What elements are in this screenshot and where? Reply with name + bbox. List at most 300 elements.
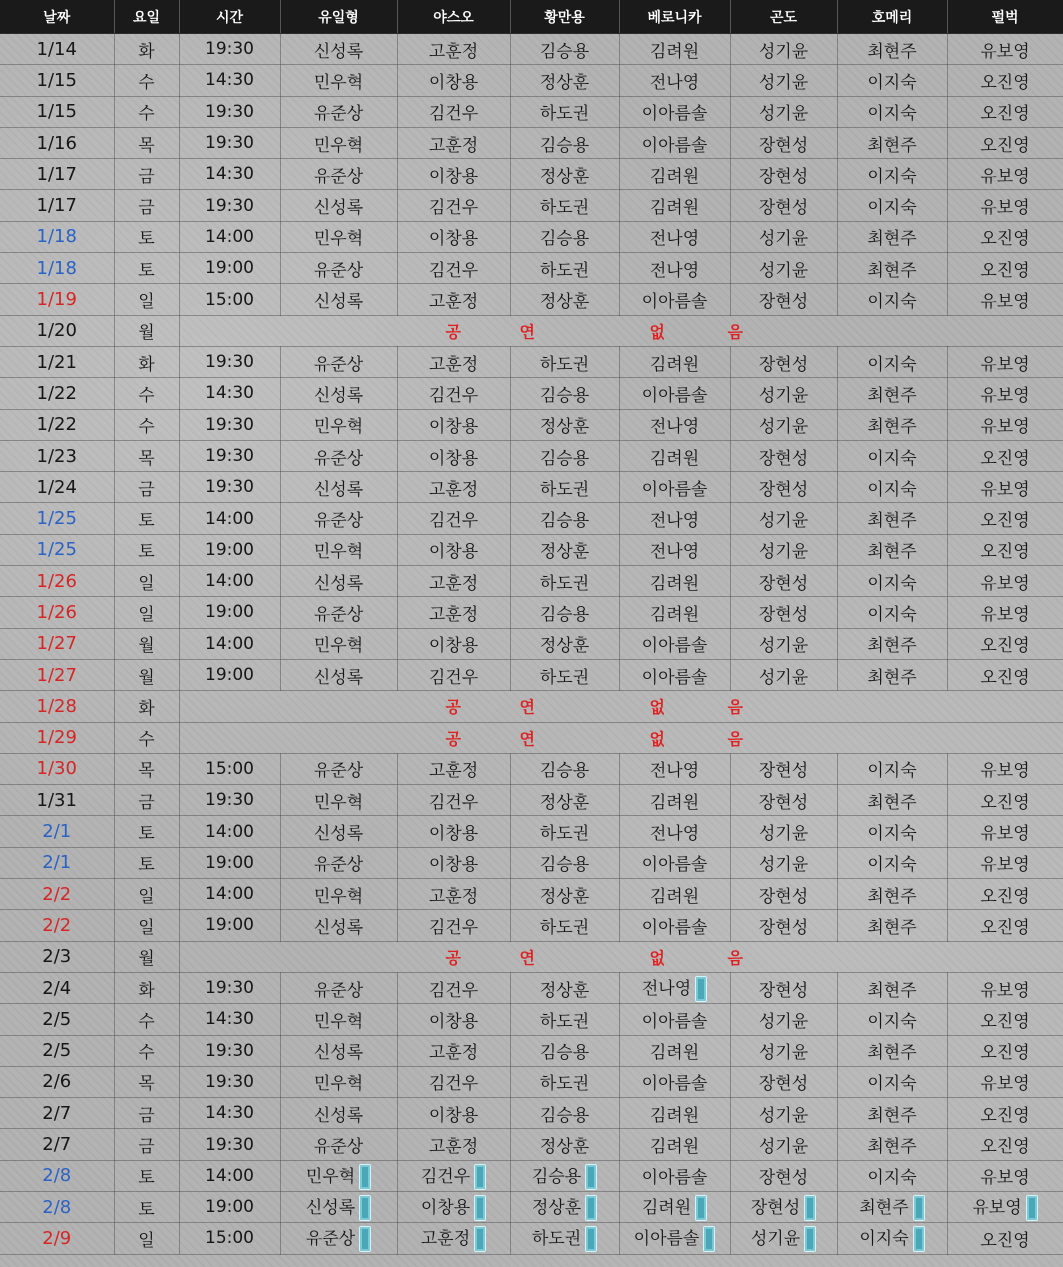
actor-name: 이지숙 bbox=[867, 604, 917, 625]
schedule-row bbox=[0, 879, 1063, 910]
actor-name: 오진영 bbox=[980, 1105, 1030, 1126]
cast-cell-veronica bbox=[619, 34, 730, 65]
schedule-row bbox=[0, 628, 1063, 659]
actor-name: 이창용 bbox=[428, 448, 479, 469]
actor-name: 민우혁 bbox=[313, 1074, 364, 1095]
actor-name: 김승용 bbox=[539, 135, 590, 156]
cast-cell-pearlbuck bbox=[947, 879, 1063, 910]
cast-cell-homeri bbox=[837, 785, 947, 816]
actor-name: 이아름솔 bbox=[641, 479, 708, 500]
actor-name: 고훈정 bbox=[428, 354, 479, 375]
actor-name: 성기윤 bbox=[758, 41, 809, 62]
cast-cell-veronica bbox=[619, 534, 730, 565]
weekday-cell: 화 bbox=[114, 34, 179, 65]
cast-cell-yuilhyeong bbox=[280, 910, 397, 941]
cast-cell-yasuo bbox=[397, 409, 510, 440]
special-performance-icon bbox=[359, 1164, 371, 1190]
cast-cell-yuilhyeong bbox=[280, 190, 397, 221]
actor-name: 김승용 bbox=[539, 229, 590, 250]
actor-name: 이지숙 bbox=[867, 855, 917, 876]
cast-cell-hwangmanyong bbox=[510, 221, 619, 252]
special-performance-icon bbox=[804, 1226, 816, 1252]
schedule-row bbox=[0, 659, 1063, 690]
no-performance-cell bbox=[179, 941, 1063, 972]
actor-name: 최현주 bbox=[867, 886, 917, 907]
actor-name: 이아름솔 bbox=[641, 385, 708, 406]
actor-name: 이지숙 bbox=[867, 1074, 917, 1095]
cast-cell-veronica bbox=[619, 221, 730, 252]
actor-name: 유보영 bbox=[980, 479, 1030, 500]
actor-name: 최현주 bbox=[867, 917, 917, 938]
cast-cell-yasuo bbox=[397, 847, 510, 878]
cast-cell-homeri bbox=[837, 597, 947, 628]
date-cell: 2/4 bbox=[0, 972, 114, 1003]
cast-cell-homeri bbox=[837, 503, 947, 534]
cast-cell-pearlbuck bbox=[947, 96, 1063, 127]
cast-cell-kondo bbox=[730, 472, 837, 503]
cast-cell-pearlbuck bbox=[947, 910, 1063, 941]
actor-name: 장현성 bbox=[758, 980, 809, 1001]
cast-cell-veronica bbox=[619, 96, 730, 127]
schedule-rows bbox=[0, 34, 1063, 1255]
weekday-cell: 월 bbox=[114, 628, 179, 659]
cast-cell-yuilhyeong bbox=[280, 659, 397, 690]
actor-name: 유보영 bbox=[980, 354, 1030, 375]
actor-name: 김승용 bbox=[539, 855, 590, 876]
date-cell: 2/1 bbox=[0, 816, 114, 847]
cast-cell-hwangmanyong bbox=[510, 566, 619, 597]
cast-cell-kondo bbox=[730, 440, 837, 471]
cast-cell-hwangmanyong bbox=[510, 96, 619, 127]
cast-cell-veronica bbox=[619, 1098, 730, 1129]
actor-name: 오진영 bbox=[980, 636, 1030, 657]
actor-name: 고훈정 bbox=[428, 886, 479, 907]
actor-name: 고훈정 bbox=[420, 1229, 471, 1250]
actor-name: 이창용 bbox=[428, 542, 479, 563]
cast-cell-kondo bbox=[730, 127, 837, 158]
cast-cell-hwangmanyong bbox=[510, 440, 619, 471]
cast-cell-kondo bbox=[730, 597, 837, 628]
time-cell: 19:30 bbox=[179, 346, 280, 377]
cast-cell-hwangmanyong bbox=[510, 1066, 619, 1097]
cast-cell-veronica bbox=[619, 1191, 730, 1222]
cast-cell-veronica bbox=[619, 284, 730, 315]
cast-cell-homeri bbox=[837, 659, 947, 690]
actor-name: 이지숙 bbox=[859, 1229, 909, 1250]
cast-cell-yuilhyeong bbox=[280, 284, 397, 315]
cast-cell-yasuo bbox=[397, 628, 510, 659]
actor-name: 하도권 bbox=[539, 354, 590, 375]
special-performance-icon bbox=[703, 1226, 715, 1252]
cast-cell-veronica bbox=[619, 879, 730, 910]
cast-cell-yasuo bbox=[397, 34, 510, 65]
no-performance-char: 없 bbox=[649, 322, 665, 342]
actor-name: 전나영 bbox=[641, 979, 692, 1000]
special-performance-icon bbox=[913, 1226, 925, 1252]
cast-cell-yuilhyeong bbox=[280, 96, 397, 127]
special-performance-icon bbox=[585, 1164, 597, 1190]
actor-name: 성기윤 bbox=[758, 104, 809, 125]
special-performance-icon bbox=[695, 976, 707, 1002]
cast-cell-kondo bbox=[730, 1004, 837, 1035]
cast-cell-yuilhyeong bbox=[280, 409, 397, 440]
cast-cell-homeri bbox=[837, 1223, 947, 1254]
cast-cell-kondo bbox=[730, 659, 837, 690]
cast-cell-yasuo bbox=[397, 253, 510, 284]
schedule-row bbox=[0, 1035, 1063, 1066]
cast-cell-pearlbuck bbox=[947, 1223, 1063, 1254]
actor-name: 오진영 bbox=[980, 511, 1030, 532]
time-cell: 19:00 bbox=[179, 1191, 280, 1222]
weekday-cell: 일 bbox=[114, 879, 179, 910]
weekday-cell: 토 bbox=[114, 253, 179, 284]
cast-cell-yasuo bbox=[397, 472, 510, 503]
cast-cell-pearlbuck bbox=[947, 284, 1063, 315]
cast-cell-pearlbuck bbox=[947, 65, 1063, 96]
cast-cell-hwangmanyong bbox=[510, 972, 619, 1003]
actor-name: 오진영 bbox=[980, 1230, 1030, 1251]
schedule-row bbox=[0, 127, 1063, 158]
actor-name: 김승용 bbox=[539, 385, 590, 406]
date-cell: 1/17 bbox=[0, 190, 114, 221]
actor-name: 성기윤 bbox=[758, 1043, 809, 1064]
weekday-cell: 수 bbox=[114, 378, 179, 409]
cast-cell-yasuo bbox=[397, 785, 510, 816]
no-performance-char: 음 bbox=[727, 697, 743, 717]
time-cell: 19:30 bbox=[179, 127, 280, 158]
no-performance-char: 음 bbox=[727, 948, 743, 968]
time-cell: 19:00 bbox=[179, 847, 280, 878]
time-cell: 19:30 bbox=[179, 190, 280, 221]
actor-name: 김려원 bbox=[649, 198, 700, 219]
schedule-row bbox=[0, 1129, 1063, 1160]
cast-cell-pearlbuck bbox=[947, 1098, 1063, 1129]
cast-cell-pearlbuck bbox=[947, 253, 1063, 284]
time-cell: 14:30 bbox=[179, 1098, 280, 1129]
cast-cell-pearlbuck bbox=[947, 190, 1063, 221]
weekday-cell: 월 bbox=[114, 315, 179, 346]
cast-cell-veronica bbox=[619, 847, 730, 878]
actor-name: 하도권 bbox=[531, 1229, 582, 1250]
cast-cell-yuilhyeong bbox=[280, 127, 397, 158]
actor-name: 최현주 bbox=[867, 385, 917, 406]
actor-name: 성기윤 bbox=[758, 667, 809, 688]
cast-cell-hwangmanyong bbox=[510, 378, 619, 409]
actor-name: 성기윤 bbox=[758, 636, 809, 657]
cast-cell-pearlbuck bbox=[947, 1129, 1063, 1160]
cast-cell-yuilhyeong bbox=[280, 847, 397, 878]
cast-cell-veronica bbox=[619, 753, 730, 784]
actor-name: 하도권 bbox=[539, 824, 590, 845]
no-performance-char: 없 bbox=[649, 948, 665, 968]
date-cell: 1/28 bbox=[0, 691, 114, 722]
actor-name: 이창용 bbox=[428, 166, 479, 187]
weekday-cell: 수 bbox=[114, 1035, 179, 1066]
actor-name: 이아름솔 bbox=[641, 1074, 708, 1095]
cast-cell-pearlbuck bbox=[947, 534, 1063, 565]
no-performance-cell bbox=[179, 722, 1063, 753]
cast-cell-veronica bbox=[619, 816, 730, 847]
actor-name: 장현성 bbox=[758, 761, 809, 782]
actor-name: 최현주 bbox=[867, 667, 917, 688]
actor-name: 이아름솔 bbox=[633, 1229, 700, 1250]
cast-cell-pearlbuck bbox=[947, 847, 1063, 878]
cast-cell-kondo bbox=[730, 879, 837, 910]
cast-cell-yasuo bbox=[397, 753, 510, 784]
special-performance-icon bbox=[1026, 1195, 1038, 1221]
weekday-cell: 토 bbox=[114, 221, 179, 252]
schedule-row bbox=[0, 847, 1063, 878]
date-cell: 1/25 bbox=[0, 503, 114, 534]
actor-name: 김승용 bbox=[539, 761, 590, 782]
actor-name: 최현주 bbox=[867, 1105, 917, 1126]
no-performance-char: 공 bbox=[445, 729, 461, 749]
time-cell: 19:30 bbox=[179, 1035, 280, 1066]
header-weekday: 요일 bbox=[114, 0, 179, 34]
cast-cell-pearlbuck bbox=[947, 34, 1063, 65]
actor-name: 고훈정 bbox=[428, 292, 479, 313]
no-performance-cell bbox=[179, 315, 1063, 346]
actor-name: 장현성 bbox=[758, 604, 809, 625]
weekday-cell: 목 bbox=[114, 440, 179, 471]
cast-cell-veronica bbox=[619, 409, 730, 440]
actor-name: 신성록 bbox=[313, 917, 364, 938]
cast-cell-pearlbuck bbox=[947, 816, 1063, 847]
cast-cell-kondo bbox=[730, 96, 837, 127]
weekday-cell: 화 bbox=[114, 346, 179, 377]
cast-cell-yuilhyeong bbox=[280, 753, 397, 784]
actor-name: 유준상 bbox=[313, 354, 364, 375]
actor-name: 정상훈 bbox=[539, 792, 590, 813]
actor-name: 오진영 bbox=[980, 1011, 1030, 1032]
actor-name: 최현주 bbox=[867, 229, 917, 250]
time-cell: 14:00 bbox=[179, 879, 280, 910]
actor-name: 하도권 bbox=[539, 198, 590, 219]
cast-cell-yuilhyeong bbox=[280, 1066, 397, 1097]
cast-cell-yasuo bbox=[397, 440, 510, 471]
header-role-yuilhyeong: 유일형 bbox=[280, 0, 397, 34]
time-cell: 15:00 bbox=[179, 753, 280, 784]
actor-name: 하도권 bbox=[539, 479, 590, 500]
actor-name: 성기윤 bbox=[758, 542, 809, 563]
cast-cell-pearlbuck bbox=[947, 1191, 1063, 1222]
cast-cell-homeri bbox=[837, 566, 947, 597]
cast-cell-pearlbuck bbox=[947, 1160, 1063, 1191]
date-cell: 2/8 bbox=[0, 1191, 114, 1222]
date-cell: 1/22 bbox=[0, 378, 114, 409]
cast-cell-hwangmanyong bbox=[510, 1035, 619, 1066]
cast-cell-pearlbuck bbox=[947, 346, 1063, 377]
schedule-row bbox=[0, 1191, 1063, 1222]
cast-cell-homeri bbox=[837, 1035, 947, 1066]
actor-name: 유준상 bbox=[313, 166, 364, 187]
schedule-row bbox=[0, 816, 1063, 847]
cast-cell-homeri bbox=[837, 253, 947, 284]
cast-cell-hwangmanyong bbox=[510, 1223, 619, 1254]
actor-name: 유준상 bbox=[313, 855, 364, 876]
actor-name: 전나영 bbox=[649, 72, 700, 93]
weekday-cell: 금 bbox=[114, 785, 179, 816]
actor-name: 신성록 bbox=[313, 1105, 364, 1126]
actor-name: 신성록 bbox=[313, 41, 364, 62]
cast-cell-hwangmanyong bbox=[510, 127, 619, 158]
cast-cell-yasuo bbox=[397, 346, 510, 377]
actor-name: 전나영 bbox=[649, 229, 700, 250]
no-performance-char: 공 bbox=[445, 948, 461, 968]
special-performance-icon bbox=[474, 1226, 486, 1252]
cast-cell-hwangmanyong bbox=[510, 1098, 619, 1129]
actor-name: 장현성 bbox=[758, 479, 809, 500]
cast-cell-hwangmanyong bbox=[510, 409, 619, 440]
weekday-cell: 일 bbox=[114, 1223, 179, 1254]
cast-cell-pearlbuck bbox=[947, 785, 1063, 816]
date-cell: 1/27 bbox=[0, 659, 114, 690]
date-cell: 1/25 bbox=[0, 534, 114, 565]
cast-cell-yuilhyeong bbox=[280, 534, 397, 565]
cast-cell-pearlbuck bbox=[947, 378, 1063, 409]
cast-cell-hwangmanyong bbox=[510, 628, 619, 659]
header-role-veronica: 베로니카 bbox=[619, 0, 730, 34]
cast-cell-veronica bbox=[619, 1035, 730, 1066]
actor-name: 김건우 bbox=[420, 1166, 471, 1187]
no-performance-char: 연 bbox=[519, 729, 535, 749]
actor-name: 김승용 bbox=[539, 41, 590, 62]
actor-name: 정상훈 bbox=[539, 166, 590, 187]
cast-cell-homeri bbox=[837, 628, 947, 659]
cast-cell-hwangmanyong bbox=[510, 159, 619, 190]
actor-name: 전나영 bbox=[649, 417, 700, 438]
cast-cell-kondo bbox=[730, 221, 837, 252]
cast-cell-yasuo bbox=[397, 879, 510, 910]
weekday-cell: 화 bbox=[114, 691, 179, 722]
cast-cell-homeri bbox=[837, 1004, 947, 1035]
cast-cell-hwangmanyong bbox=[510, 284, 619, 315]
date-cell: 1/22 bbox=[0, 409, 114, 440]
actor-name: 김건우 bbox=[428, 667, 479, 688]
cast-cell-pearlbuck bbox=[947, 972, 1063, 1003]
date-cell: 1/17 bbox=[0, 159, 114, 190]
cast-cell-yasuo bbox=[397, 910, 510, 941]
date-cell: 2/5 bbox=[0, 1004, 114, 1035]
actor-name: 고훈정 bbox=[428, 1137, 479, 1158]
actor-name: 하도권 bbox=[539, 104, 590, 125]
actor-name: 유보영 bbox=[980, 824, 1030, 845]
cast-cell-kondo bbox=[730, 534, 837, 565]
schedule-row bbox=[0, 34, 1063, 65]
actor-name: 오진영 bbox=[980, 667, 1030, 688]
actor-name: 성기윤 bbox=[758, 417, 809, 438]
cast-cell-homeri bbox=[837, 221, 947, 252]
cast-cell-yasuo bbox=[397, 1191, 510, 1222]
time-cell: 19:30 bbox=[179, 409, 280, 440]
date-cell: 1/19 bbox=[0, 284, 114, 315]
schedule-row bbox=[0, 910, 1063, 941]
cast-cell-kondo bbox=[730, 65, 837, 96]
actor-name: 김승용 bbox=[539, 1105, 590, 1126]
schedule-row-no-show bbox=[0, 691, 1063, 722]
actor-name: 성기윤 bbox=[758, 260, 809, 281]
actor-name: 신성록 bbox=[313, 292, 364, 313]
actor-name: 오진영 bbox=[980, 72, 1030, 93]
actor-name: 정상훈 bbox=[531, 1198, 582, 1219]
cast-cell-yasuo bbox=[397, 597, 510, 628]
weekday-cell: 월 bbox=[114, 659, 179, 690]
actor-name: 유보영 bbox=[980, 166, 1030, 187]
weekday-cell: 수 bbox=[114, 722, 179, 753]
cast-cell-kondo bbox=[730, 378, 837, 409]
cast-cell-kondo bbox=[730, 284, 837, 315]
weekday-cell: 금 bbox=[114, 1129, 179, 1160]
cast-cell-hwangmanyong bbox=[510, 785, 619, 816]
cast-cell-hwangmanyong bbox=[510, 253, 619, 284]
actor-name: 유준상 bbox=[313, 761, 364, 782]
date-cell: 2/2 bbox=[0, 879, 114, 910]
schedule-row bbox=[0, 159, 1063, 190]
weekday-cell: 일 bbox=[114, 284, 179, 315]
actor-name: 최현주 bbox=[867, 135, 917, 156]
actor-name: 오진영 bbox=[980, 1137, 1030, 1158]
date-cell: 2/9 bbox=[0, 1223, 114, 1254]
cast-cell-homeri bbox=[837, 378, 947, 409]
actor-name: 최현주 bbox=[867, 980, 917, 1001]
cast-cell-yuilhyeong bbox=[280, 1129, 397, 1160]
cast-cell-yuilhyeong bbox=[280, 1223, 397, 1254]
cast-cell-pearlbuck bbox=[947, 159, 1063, 190]
weekday-cell: 토 bbox=[114, 534, 179, 565]
time-cell: 19:00 bbox=[179, 659, 280, 690]
time-cell: 14:30 bbox=[179, 159, 280, 190]
cast-cell-homeri bbox=[837, 1191, 947, 1222]
actor-name: 민우혁 bbox=[313, 72, 364, 93]
cast-cell-pearlbuck bbox=[947, 753, 1063, 784]
time-cell: 19:30 bbox=[179, 440, 280, 471]
actor-name: 이창용 bbox=[428, 1011, 479, 1032]
actor-name: 김려원 bbox=[649, 604, 700, 625]
actor-name: 이아름솔 bbox=[641, 1168, 708, 1189]
weekday-cell: 목 bbox=[114, 127, 179, 158]
date-cell: 1/29 bbox=[0, 722, 114, 753]
actor-name: 김려원 bbox=[649, 166, 700, 187]
actor-name: 정상훈 bbox=[539, 417, 590, 438]
actor-name: 성기윤 bbox=[758, 1105, 809, 1126]
time-cell: 19:00 bbox=[179, 534, 280, 565]
cast-cell-yuilhyeong bbox=[280, 221, 397, 252]
cast-cell-veronica bbox=[619, 1066, 730, 1097]
date-cell: 1/26 bbox=[0, 597, 114, 628]
actor-name: 민우혁 bbox=[313, 636, 364, 657]
cast-cell-homeri bbox=[837, 159, 947, 190]
cast-cell-hwangmanyong bbox=[510, 597, 619, 628]
time-cell: 19:30 bbox=[179, 34, 280, 65]
actor-name: 이지숙 bbox=[867, 72, 917, 93]
date-cell: 2/7 bbox=[0, 1129, 114, 1160]
cast-cell-hwangmanyong bbox=[510, 65, 619, 96]
actor-name: 고훈정 bbox=[428, 135, 479, 156]
cast-cell-veronica bbox=[619, 659, 730, 690]
cast-cell-yasuo bbox=[397, 159, 510, 190]
actor-name: 장현성 bbox=[758, 166, 809, 187]
actor-name: 김려원 bbox=[649, 1137, 700, 1158]
actor-name: 유준상 bbox=[313, 604, 364, 625]
cast-cell-yasuo bbox=[397, 221, 510, 252]
actor-name: 이지숙 bbox=[867, 292, 917, 313]
date-cell: 1/23 bbox=[0, 440, 114, 471]
actor-name: 이창용 bbox=[428, 1105, 479, 1126]
cast-cell-pearlbuck bbox=[947, 440, 1063, 471]
actor-name: 장현성 bbox=[758, 1074, 809, 1095]
date-cell: 2/7 bbox=[0, 1098, 114, 1129]
actor-name: 이지숙 bbox=[867, 104, 917, 125]
